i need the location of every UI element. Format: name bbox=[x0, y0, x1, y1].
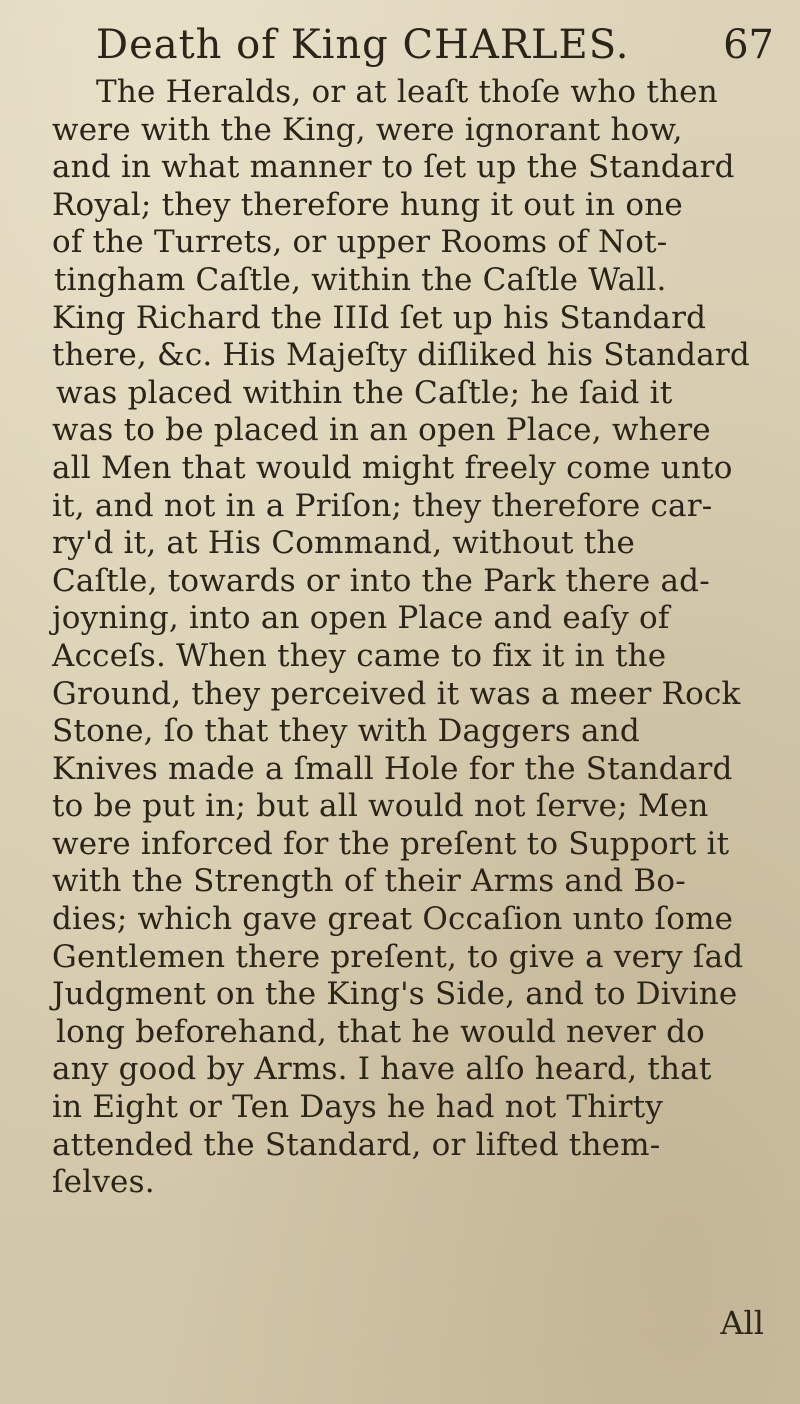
text-line: Judgment on the King's Side, and to Divine bbox=[52, 976, 738, 1013]
text-line: with the Strength of their Arms and Bo- bbox=[52, 863, 686, 900]
text-line: joyning, into an open Place and eaſy of bbox=[52, 600, 670, 637]
text-line: ſelves. bbox=[52, 1164, 155, 1201]
text-line: it, and not in a Priſon; they therefore car- bbox=[52, 487, 713, 524]
text-line: all Men that would might freely come unto bbox=[52, 449, 733, 486]
text-line: of the Turrets, or upper Rooms of Not- bbox=[52, 224, 668, 261]
text-line: Stone, ſo that they with Daggers and bbox=[52, 713, 640, 750]
text-line: was placed within the Caſtle; he ſaid it bbox=[56, 374, 673, 411]
text-line: in Eight or Ten Days he had not Thirty bbox=[52, 1089, 663, 1126]
text-line: ry'd it, at His Command, without the bbox=[52, 525, 636, 562]
text-line: Knives made a ſmall Hole for the Standard bbox=[52, 750, 733, 787]
book-page bbox=[48, 14, 774, 1390]
text-line: tingham Caſtle, within the Caſtle Wall. bbox=[54, 261, 667, 298]
text-line: Caſtle, towards or into the Park there ad- bbox=[52, 562, 710, 599]
running-head bbox=[48, 14, 774, 74]
text-line: attended the Standard, or lifted them- bbox=[52, 1126, 661, 1163]
text-line: Royal; they therefore hung it out in one bbox=[52, 186, 683, 223]
catchword: All bbox=[720, 1304, 764, 1342]
text-line: King Richard the IIId ſet up his Standard bbox=[52, 299, 707, 336]
text-line: were with the King, were ignorant how, bbox=[52, 111, 683, 148]
running-title: Death of King CHARLES. bbox=[96, 22, 630, 68]
page-number: 67 bbox=[723, 22, 774, 68]
text-line: and in what manner to ſet up the Standard bbox=[52, 149, 735, 186]
text-line: there, &c. His Majeſty diſliked his Standard bbox=[52, 337, 750, 374]
text-line: any good by Arms. I have alſo heard, that bbox=[52, 1051, 712, 1088]
text-line: to be put in; but all would not ſerve; Men bbox=[52, 788, 709, 825]
text-line: long beforehand, that he would never do bbox=[56, 1013, 706, 1050]
text-line: dies; which gave great Occaſion unto ſome bbox=[52, 901, 734, 938]
text-line: were inforced for the preſent to Support it bbox=[52, 825, 730, 862]
text-line: was to be placed in an open Place, where bbox=[52, 412, 711, 449]
text-line: Acceſs. When they came to fix it in the bbox=[52, 637, 667, 674]
body-text bbox=[48, 74, 774, 1202]
text-line: The Heralds, or at leaſt thoſe who then bbox=[96, 74, 718, 110]
text-line: Gentlemen there preſent, to give a very ſad bbox=[52, 938, 744, 975]
text-line: Ground, they perceived it was a meer Rock bbox=[52, 675, 741, 712]
